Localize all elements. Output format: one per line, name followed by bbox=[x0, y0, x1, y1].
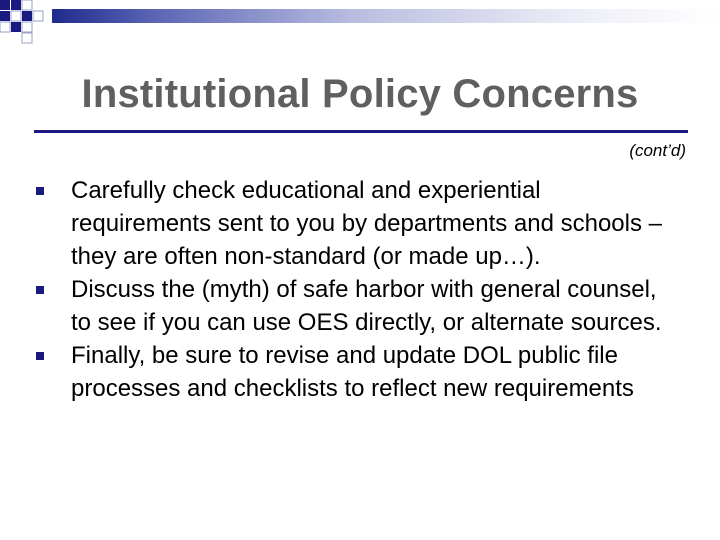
square-bullet-icon bbox=[36, 187, 44, 195]
slide-subtitle: (cont’d) bbox=[629, 141, 686, 160]
bullet-text: Discuss the (myth) of safe harbor with general counsel, to see if you can use OES directly, or alternate sources. bbox=[71, 276, 662, 336]
square-bullet-icon bbox=[36, 352, 44, 360]
title-underline bbox=[34, 130, 688, 133]
bullet-item bbox=[34, 174, 674, 273]
bullet-item bbox=[34, 273, 674, 339]
bullet-item bbox=[34, 339, 674, 405]
bullet-text: Carefully check educational and experiential requirements sent to you by departments and schools – they are often non-standard (or made up…). bbox=[71, 177, 662, 270]
header-gradient-band bbox=[52, 9, 720, 23]
slide-title: Institutional Policy Concerns bbox=[81, 72, 639, 116]
bullet-text: Finally, be sure to revise and update DOL public file processes and checklists to reflect new requirements bbox=[71, 342, 634, 402]
corner-squares-decoration bbox=[0, 0, 60, 50]
square-bullet-icon bbox=[36, 286, 44, 294]
bullet-list bbox=[34, 174, 674, 405]
